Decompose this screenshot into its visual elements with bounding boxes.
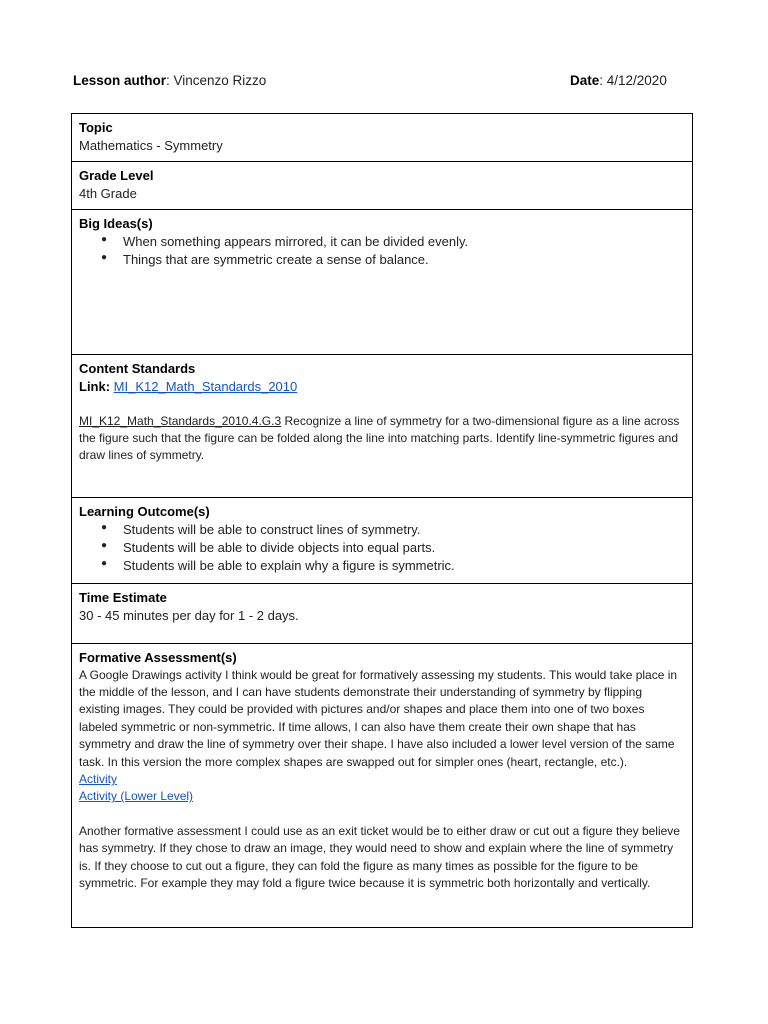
- content-standards-row: [72, 354, 693, 497]
- author-value: : Vincenzo Rizzo: [166, 73, 267, 88]
- time-estimate-cell: [72, 583, 693, 643]
- formative-row: [72, 643, 693, 927]
- author-field: [73, 73, 266, 88]
- link-label: Link:: [79, 378, 114, 394]
- formative-cell: [72, 643, 693, 927]
- time-estimate-row: [72, 583, 693, 643]
- content-standards-cell: [72, 354, 693, 497]
- topic-row: [72, 114, 693, 162]
- spacer: [79, 806, 685, 823]
- standard-description: [79, 413, 685, 465]
- standard-text: Recognize a line of symmetry for a two-dimensional figure as a line across the figure such that the figure can be folded along the line into matching parts. Identify line-symmetric figures and draw lines of symmetry.: [79, 413, 680, 463]
- learning-outcomes-heading: Learning Outcome(s): [79, 503, 210, 519]
- standards-link-line: [79, 378, 685, 396]
- spacer: [79, 396, 685, 413]
- big-ideas-list: [79, 233, 685, 269]
- list-item: ● Students will be able to divide objects into equal parts.: [123, 539, 685, 557]
- standard-code: MI_K12_Math_Standards_2010.4.G.3: [79, 413, 282, 428]
- formative-heading: Formative Assessment(s): [79, 649, 237, 665]
- date-field: [570, 73, 667, 88]
- activity-link[interactable]: Activity: [79, 772, 118, 787]
- big-ideas-cell: [72, 209, 693, 354]
- formative-paragraph-2: Another formative assessment I could use as an exit ticket would be to either draw or cut out a figure they believe has symmetry. If they chose to draw an image, they would need to show and explain where the line of symmetry is. If they choose to cut out a figure, they can fold the figure as many times as possible for the figure to be symmetric. For example they may fold a figure twice because it is symmetric both horizontally and vertically.: [79, 823, 680, 890]
- lesson-header: [73, 73, 669, 88]
- topic-value: Mathematics - Symmetry: [79, 137, 223, 153]
- time-estimate-heading: Time Estimate: [79, 589, 167, 605]
- big-ideas-heading: Big Ideas(s): [79, 215, 153, 231]
- list-item: ● Students will be able to explain why a figure is symmetric.: [123, 557, 685, 575]
- learning-outcomes-cell: [72, 497, 693, 583]
- big-ideas-row: [72, 209, 693, 354]
- grade-heading: Grade Level: [79, 167, 154, 183]
- date-value: : 4/12/2020: [599, 73, 667, 88]
- lesson-plan-table: [71, 113, 693, 928]
- formative-paragraph-1: A Google Drawings activity I think would be great for formatively assessing my students. This would take place in the middle of the lesson, and I can have students demonstrate their understanding of symmetry by flipping existing images. They could be provided with pictures and/or shapes and place them into one of two boxes labeled symmetric or non-symmetric. If time allows, I can also have them create their own shape that has symmetry and draw the line of symmetry over their shape. I have also included a lower level version of the same task. In this version the more complex shapes are swapped out for simpler ones (heart, rectangle, etc.).: [79, 667, 678, 769]
- time-estimate-value: 30 - 45 minutes per day for 1 - 2 days.: [79, 607, 299, 623]
- learning-outcomes-list: [79, 521, 685, 575]
- topic-heading: Topic: [79, 120, 113, 135]
- grade-row: [72, 161, 693, 209]
- list-item: ● When something appears mirrored, it can be divided evenly.: [123, 233, 685, 251]
- learning-outcomes-row: [72, 497, 693, 583]
- author-label: Lesson author: [73, 73, 167, 88]
- activity-lower-level-link[interactable]: Activity (Lower Level): [79, 789, 194, 804]
- standards-link[interactable]: MI_K12_Math_Standards_2010: [113, 378, 298, 394]
- grade-cell: [72, 161, 693, 209]
- topic-cell: [72, 114, 693, 162]
- date-label: Date: [570, 73, 600, 88]
- list-item: ● Things that are symmetric create a sense of balance.: [123, 251, 685, 269]
- content-standards-heading: Content Standards: [79, 360, 196, 376]
- list-item: ● Students will be able to construct lines of symmetry.: [123, 521, 685, 539]
- grade-value: 4th Grade: [79, 185, 137, 201]
